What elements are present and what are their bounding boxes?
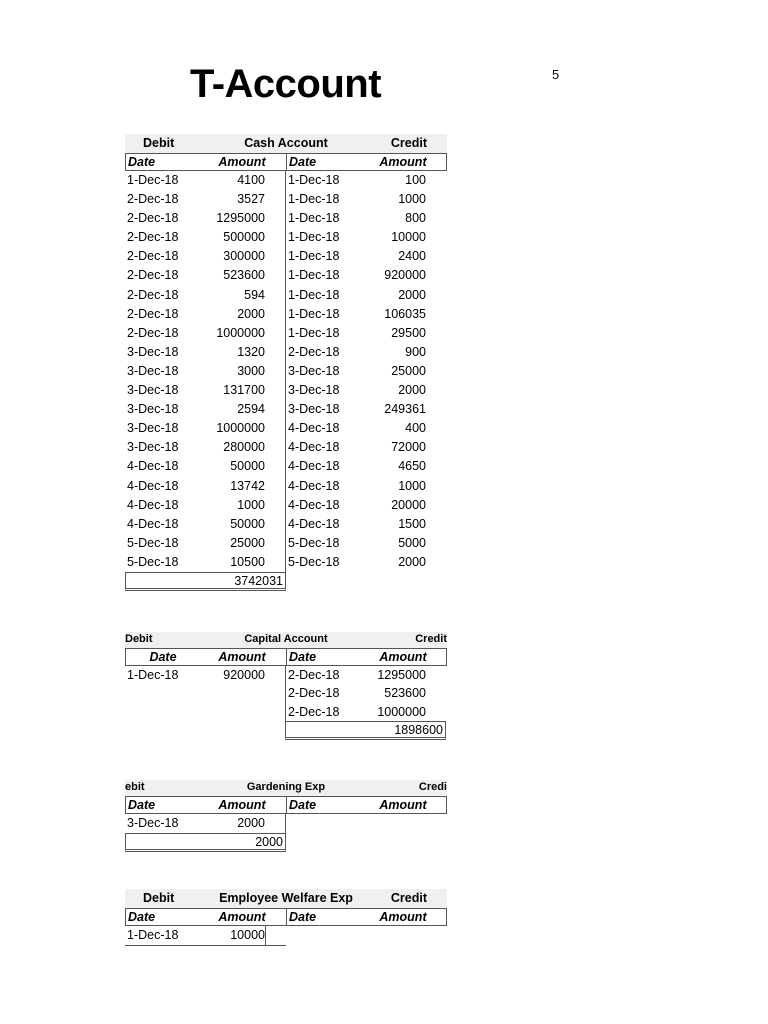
entry-date: 4-Dec-18 — [127, 459, 179, 474]
entry-date: 2-Dec-18 — [127, 211, 179, 226]
debit-side — [125, 496, 285, 515]
table-row — [125, 209, 447, 228]
table-row — [125, 247, 447, 266]
account-name: Cash Account — [244, 136, 328, 150]
debit-side — [125, 477, 285, 496]
entry-amount: 131700 — [223, 383, 265, 398]
debit-side — [125, 286, 285, 305]
table-row — [125, 400, 447, 419]
entry-date: 3-Dec-18 — [127, 344, 179, 359]
entry-amount: 280000 — [223, 440, 265, 455]
entry-date: 3-Dec-18 — [288, 363, 340, 378]
entry-amount: 1000000 — [377, 704, 426, 719]
debit-side — [125, 553, 285, 572]
entry-date: 4-Dec-18 — [288, 497, 340, 512]
entry-amount: 400 — [405, 421, 426, 436]
date-column-header: Date — [128, 910, 156, 924]
amount-column-header: Amount — [379, 798, 427, 812]
entry-date: 1-Dec-18 — [288, 268, 340, 283]
column-header — [125, 153, 447, 171]
entry-amount: 3000 — [237, 363, 265, 378]
credit-side — [285, 457, 446, 476]
entry-amount: 2594 — [237, 402, 265, 417]
credit-side — [285, 400, 446, 419]
entry-date: 1-Dec-18 — [288, 192, 340, 207]
table-row — [125, 381, 447, 400]
entry-amount: 10000 — [391, 230, 426, 245]
debit-side — [125, 266, 285, 285]
table-row — [125, 343, 447, 362]
credit-side — [285, 381, 446, 400]
table-row — [125, 419, 447, 438]
table-row — [125, 305, 447, 324]
credit-side — [285, 814, 446, 833]
table-row — [125, 457, 447, 476]
entry-date: 2-Dec-18 — [288, 668, 340, 682]
entry-amount: 900 — [405, 344, 426, 359]
table-row — [125, 190, 447, 209]
gardening-exp-account — [125, 780, 447, 852]
entry-amount: 13742 — [230, 478, 265, 493]
debit-total: 2000 — [125, 833, 286, 852]
date-column-header: Date — [289, 910, 317, 924]
entry-date: 2-Dec-18 — [127, 306, 179, 321]
credit-side — [285, 515, 446, 534]
entry-amount: 1000 — [237, 497, 265, 512]
date-column-header: Date — [128, 798, 156, 812]
capital-account-header — [125, 632, 447, 648]
debit-side — [125, 324, 285, 343]
amount-column-header: Amount — [379, 910, 427, 924]
debit-label: Debit — [143, 136, 175, 150]
entry-amount: 300000 — [223, 249, 265, 264]
credit-side — [285, 305, 446, 324]
entry-date: 4-Dec-18 — [127, 497, 179, 512]
welfare-account-header — [125, 889, 447, 908]
debit-label: Debit — [143, 891, 175, 905]
entry-date: 1-Dec-18 — [288, 211, 340, 226]
page-number: 5 — [552, 67, 560, 82]
debit-side — [125, 703, 285, 721]
debit-side — [125, 534, 285, 553]
debit-total: 3742031 — [125, 572, 286, 591]
entry-amount: 920000 — [223, 668, 265, 682]
column-header — [125, 908, 447, 926]
entry-date: 3-Dec-18 — [127, 421, 179, 436]
credit-side — [285, 553, 446, 572]
credit-side — [285, 209, 446, 228]
date-column-header: Date — [128, 155, 156, 169]
entry-date: 1-Dec-18 — [288, 173, 340, 187]
entry-date: 2-Dec-18 — [127, 268, 179, 283]
employee-welfare-exp-account — [125, 889, 447, 946]
entry-date: 2-Dec-18 — [127, 192, 179, 207]
credit-side — [285, 171, 446, 190]
entry-amount: 2000 — [398, 287, 426, 302]
entry-amount: 106035 — [384, 306, 426, 321]
table-row — [125, 534, 447, 553]
entry-amount: 5000 — [398, 535, 426, 550]
entry-date: 5-Dec-18 — [288, 554, 340, 569]
entry-date: 4-Dec-18 — [288, 516, 340, 531]
table-row — [125, 926, 286, 945]
entry-amount: 1500 — [398, 516, 426, 531]
entry-amount: 100 — [405, 173, 426, 187]
credit-side — [285, 419, 446, 438]
entry-amount: 2000 — [398, 554, 426, 569]
entry-amount: 1320 — [237, 344, 265, 359]
credit-label: Credit — [390, 891, 427, 905]
capital-account — [125, 632, 447, 740]
debit-side — [125, 171, 285, 190]
entry-amount: 20000 — [391, 497, 426, 512]
entry-date: 4-Dec-18 — [288, 440, 340, 455]
date-column-header: Date — [289, 155, 317, 169]
entry-date: 3-Dec-18 — [127, 816, 179, 830]
entry-amount: 1295000 — [377, 668, 426, 682]
entry-amount: 50000 — [230, 459, 265, 474]
debit-side — [125, 926, 265, 945]
ledger-rows — [125, 814, 447, 833]
entry-amount: 3527 — [237, 192, 265, 207]
table-row — [125, 814, 447, 833]
entry-date: 5-Dec-18 — [288, 535, 340, 550]
entry-amount: 800 — [405, 211, 426, 226]
credit-side — [285, 666, 446, 684]
entry-date: 2-Dec-18 — [127, 230, 179, 245]
table-row — [125, 477, 447, 496]
debit-side — [125, 190, 285, 209]
debit-side — [125, 209, 285, 228]
entry-amount: 1000000 — [216, 325, 265, 340]
entry-date: 1-Dec-18 — [127, 928, 179, 942]
entry-date: 1-Dec-18 — [288, 249, 340, 264]
entry-amount: 920000 — [384, 268, 426, 283]
debit-side — [125, 684, 285, 702]
entry-date: 4-Dec-18 — [127, 478, 179, 493]
entry-date: 1-Dec-18 — [127, 173, 179, 187]
debit-label: Debit — [125, 633, 153, 645]
entry-amount: 4650 — [398, 459, 426, 474]
entry-amount: 29500 — [391, 325, 426, 340]
table-row — [125, 515, 447, 534]
entry-amount: 1000 — [398, 192, 426, 207]
entry-date: 3-Dec-18 — [127, 363, 179, 378]
debit-side — [125, 515, 285, 534]
entry-amount: 10000 — [230, 928, 265, 942]
entry-date: 5-Dec-18 — [127, 554, 179, 569]
date-column-header: Date — [289, 798, 317, 812]
credit-side — [285, 362, 446, 381]
table-row — [125, 286, 447, 305]
entry-amount: 523600 — [384, 686, 426, 701]
amount-column-header: Amount — [379, 155, 427, 169]
credit-side — [285, 477, 446, 496]
credit-side — [265, 926, 286, 945]
entry-date: 1-Dec-18 — [288, 325, 340, 340]
entry-date: 3-Dec-18 — [127, 402, 179, 417]
entry-date: 2-Dec-18 — [288, 344, 340, 359]
amount-column-header: Amount — [218, 650, 266, 664]
ledger-rows — [125, 926, 286, 946]
credit-side — [285, 438, 446, 457]
debit-side — [125, 419, 285, 438]
credit-total: 1898600 — [285, 721, 446, 740]
debit-side — [125, 666, 285, 684]
credit-side — [285, 324, 446, 343]
entry-date: 1-Dec-18 — [127, 668, 179, 682]
entry-amount: 2000 — [398, 383, 426, 398]
entry-date: 3-Dec-18 — [288, 383, 340, 398]
credit-side — [285, 496, 446, 515]
entry-amount: 4100 — [237, 173, 265, 187]
debit-side — [125, 247, 285, 266]
entry-date: 3-Dec-18 — [127, 383, 179, 398]
entry-date: 4-Dec-18 — [288, 459, 340, 474]
entry-amount: 10500 — [230, 554, 265, 569]
table-row — [125, 703, 447, 721]
entry-date: 2-Dec-18 — [288, 686, 340, 701]
table-row — [125, 362, 447, 381]
gardening-account-header — [125, 780, 447, 796]
entry-amount: 25000 — [391, 363, 426, 378]
credit-side — [285, 247, 446, 266]
entry-date: 1-Dec-18 — [288, 230, 340, 245]
entry-date: 5-Dec-18 — [127, 535, 179, 550]
entry-date: 3-Dec-18 — [127, 440, 179, 455]
date-column-header: Date — [149, 650, 177, 664]
credit-side — [285, 190, 446, 209]
amount-column-header: Amount — [218, 910, 266, 924]
account-name: Gardening Exp — [246, 781, 326, 793]
entry-amount: 2400 — [398, 249, 426, 264]
entry-amount: 523600 — [223, 268, 265, 283]
debit-side — [125, 457, 285, 476]
table-row — [125, 266, 447, 285]
entry-date: 1-Dec-18 — [288, 287, 340, 302]
credit-side — [285, 286, 446, 305]
table-row — [125, 438, 447, 457]
entry-amount: 72000 — [391, 440, 426, 455]
ledger-rows — [125, 171, 447, 572]
column-header — [125, 648, 447, 666]
cash-account — [125, 134, 447, 591]
credit-side — [285, 684, 446, 702]
entry-date: 4-Dec-18 — [127, 516, 179, 531]
table-row — [125, 666, 447, 684]
table-row — [125, 496, 447, 515]
credit-side — [285, 534, 446, 553]
cash-account-header — [125, 134, 447, 153]
entry-amount: 25000 — [230, 535, 265, 550]
entry-date: 4-Dec-18 — [288, 421, 340, 436]
column-header — [125, 796, 447, 814]
table-row — [125, 171, 447, 190]
entry-amount: 1000 — [398, 478, 426, 493]
entry-amount: 594 — [244, 287, 265, 302]
amount-column-header: Amount — [218, 798, 266, 812]
debit-side — [125, 814, 285, 833]
entry-date: 2-Dec-18 — [127, 249, 179, 264]
credit-label: Credit — [415, 633, 447, 645]
entry-amount: 249361 — [384, 402, 426, 417]
account-name: Employee Welfare Exp — [219, 891, 353, 905]
entry-amount: 2000 — [237, 306, 265, 321]
account-name: Capital Account — [244, 633, 328, 645]
entry-date: 1-Dec-18 — [288, 306, 340, 321]
table-row — [125, 324, 447, 343]
debit-side — [125, 228, 285, 247]
entry-amount: 1000000 — [216, 421, 265, 436]
entry-date: 4-Dec-18 — [288, 478, 340, 493]
debit-side — [125, 381, 285, 400]
amount-column-header: Amount — [379, 650, 427, 664]
amount-column-header: Amount — [218, 155, 266, 169]
debit-side — [125, 400, 285, 419]
credit-side — [285, 343, 446, 362]
table-row — [125, 684, 447, 702]
credit-label: Credit — [390, 136, 427, 150]
table-row — [125, 228, 447, 247]
credit-side — [285, 228, 446, 247]
credit-side — [285, 266, 446, 285]
entry-date: 2-Dec-18 — [127, 325, 179, 340]
debit-label: ebit — [125, 781, 145, 793]
entry-amount: 500000 — [223, 230, 265, 245]
credit-side — [285, 703, 446, 721]
entry-date: 3-Dec-18 — [288, 402, 340, 417]
debit-side — [125, 305, 285, 324]
ledger-rows — [125, 666, 447, 721]
entry-date: 2-Dec-18 — [127, 287, 179, 302]
entry-date: 2-Dec-18 — [288, 704, 340, 719]
credit-label: Credi — [418, 781, 447, 793]
debit-side — [125, 362, 285, 381]
debit-side — [125, 343, 285, 362]
date-column-header: Date — [289, 650, 317, 664]
entry-amount: 50000 — [230, 516, 265, 531]
entry-amount: 1295000 — [216, 211, 265, 226]
table-row — [125, 553, 447, 572]
page-title: T-Account — [190, 62, 382, 106]
entry-amount: 2000 — [237, 816, 265, 830]
debit-side — [125, 438, 285, 457]
